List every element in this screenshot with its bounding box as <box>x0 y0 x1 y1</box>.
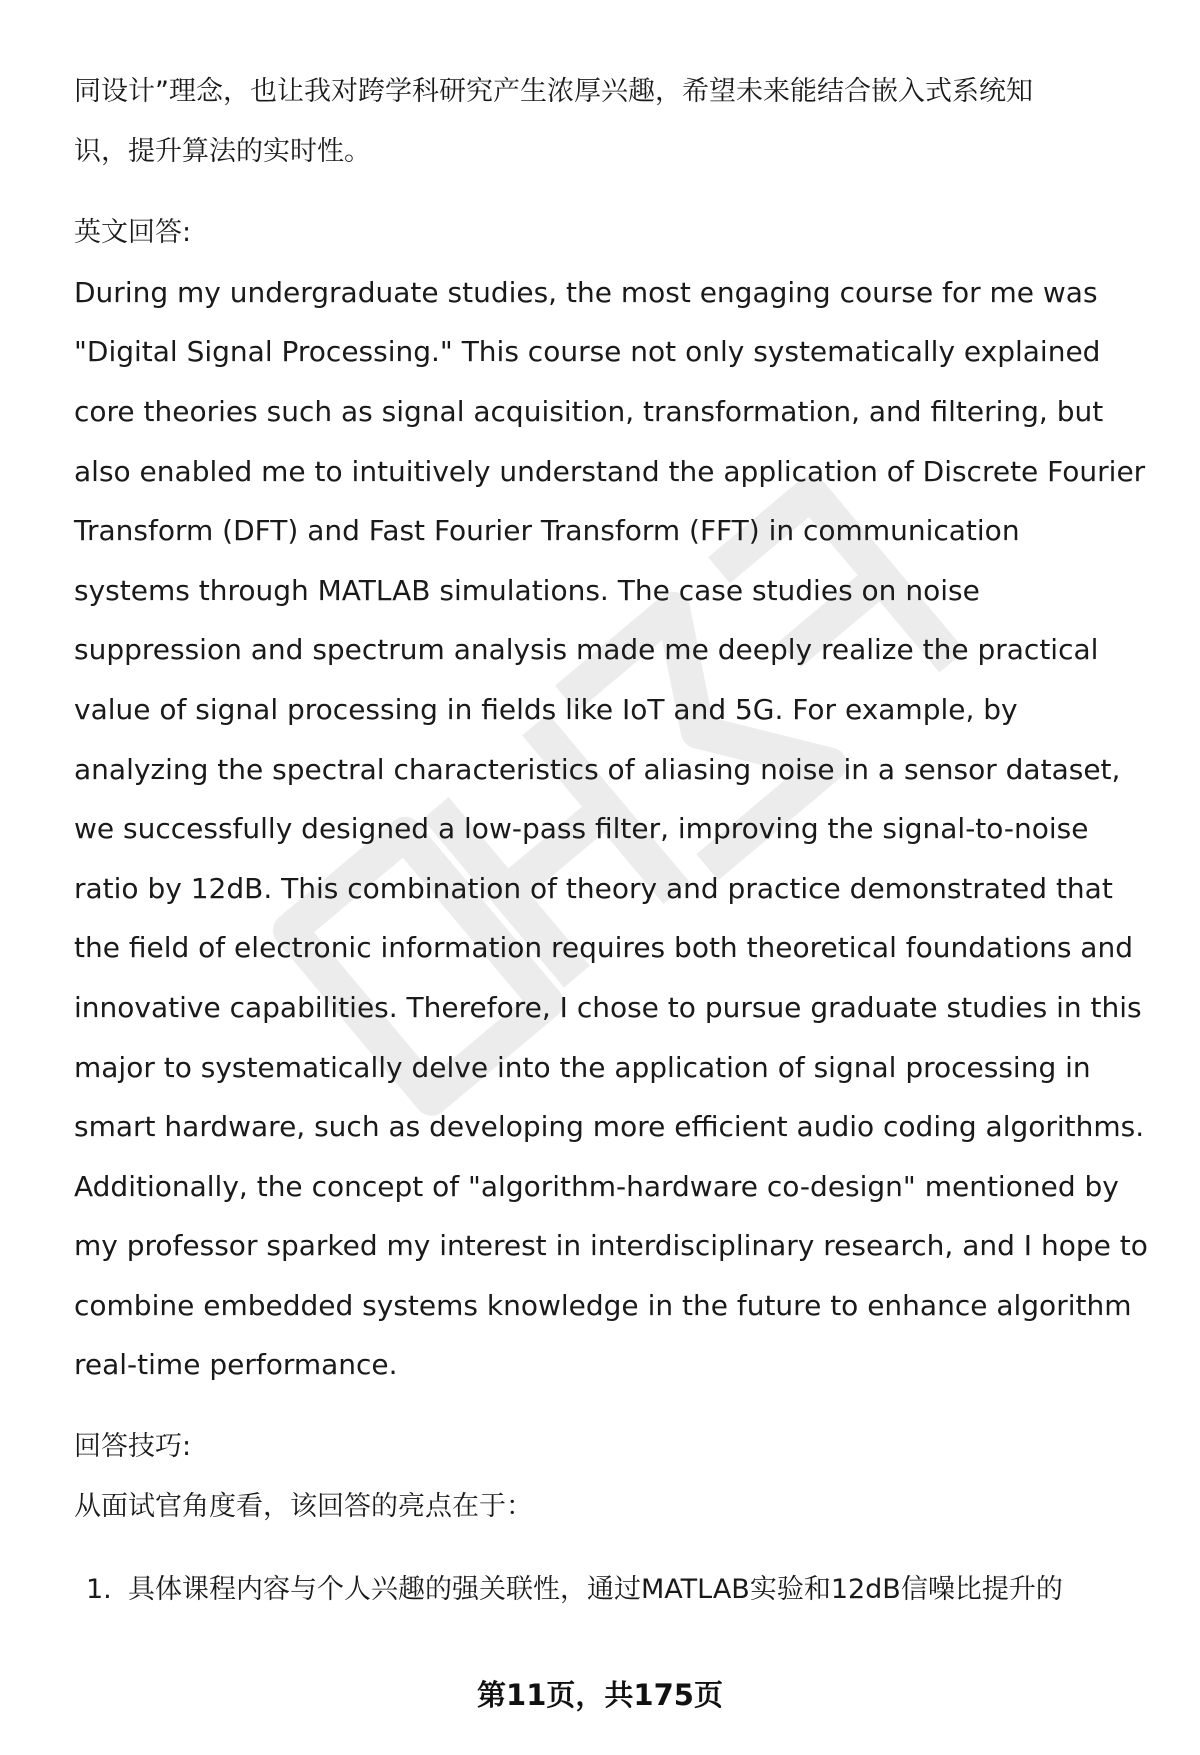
list-item-text: 具体课程内容与个人兴趣的强关联性，通过MATLAB实验和12dB信噪比提升的 <box>128 1574 1063 1606</box>
text-line: During my undergraduate studies, the most engaging course for me was <box>74 275 1098 309</box>
english-answer-paragraph <box>74 263 1164 1395</box>
document-body <box>74 62 1164 1620</box>
text-line: real-time performance. <box>74 1348 398 1382</box>
text-line: suppression and spectrum analysis made me deeply realize the practical <box>74 633 1099 667</box>
intro-paragraph <box>74 62 1164 181</box>
text-line: 识，提升算法的实时性。 <box>74 135 371 167</box>
answer-tips-intro: 从面试官角度看，该回答的亮点在于： <box>74 1490 533 1522</box>
text-line: "Digital Signal Processing." This course not only systematically explained <box>74 335 1101 369</box>
text-line: Transform (DFT) and Fast Fourier Transform (FFT) in communication <box>74 514 1020 548</box>
text-line: ratio by 12dB. This combination of theory and practice demonstrated that <box>74 871 1113 905</box>
text-line: combine embedded systems knowledge in the future to enhance algorithm <box>74 1288 1132 1322</box>
text-line: innovative capabilities. Therefore, I chose to pursue graduate studies in this <box>74 990 1142 1024</box>
text-line: core theories such as signal acquisition, transformation, and filtering, but <box>74 394 1104 428</box>
text-line: we successfully designed a low-pass filter, improving the signal-to-noise <box>74 812 1089 846</box>
text-line: also enabled me to intuitively understand the application of Discrete Fourier <box>74 454 1146 488</box>
text-line: systems through MATLAB simulations. The case studies on noise <box>74 573 980 607</box>
answer-tips-heading: 回答技巧: <box>74 1431 192 1463</box>
list-item-number: 1. <box>86 1574 112 1606</box>
text-line: value of signal processing in fields like IoT and 5G. For example, by <box>74 692 1018 726</box>
text-line: Additionally, the concept of "algorithm-hardware co-design" mentioned by <box>74 1169 1119 1203</box>
english-answer-heading: 英文回答: <box>74 217 192 249</box>
text-line: smart hardware, such as developing more efficient audio coding algorithms. <box>74 1110 1145 1144</box>
text-line: my professor sparked my interest in interdisciplinary research, and I hope to <box>74 1229 1148 1263</box>
text-line: analyzing the spectral characteristics of aliasing noise in a sensor dataset, <box>74 752 1121 786</box>
page-footer: 第11页，共175页 <box>477 1678 723 1712</box>
text-line: 同设计”理念，也让我对跨学科研究产生浓厚兴趣，希望未来能结合嵌入式系统知 <box>74 76 1033 107</box>
text-line: major to systematically delve into the application of signal processing in <box>74 1050 1091 1084</box>
list-item <box>74 1560 1164 1620</box>
text-line: the field of electronic information requires both theoretical foundations and <box>74 931 1133 965</box>
